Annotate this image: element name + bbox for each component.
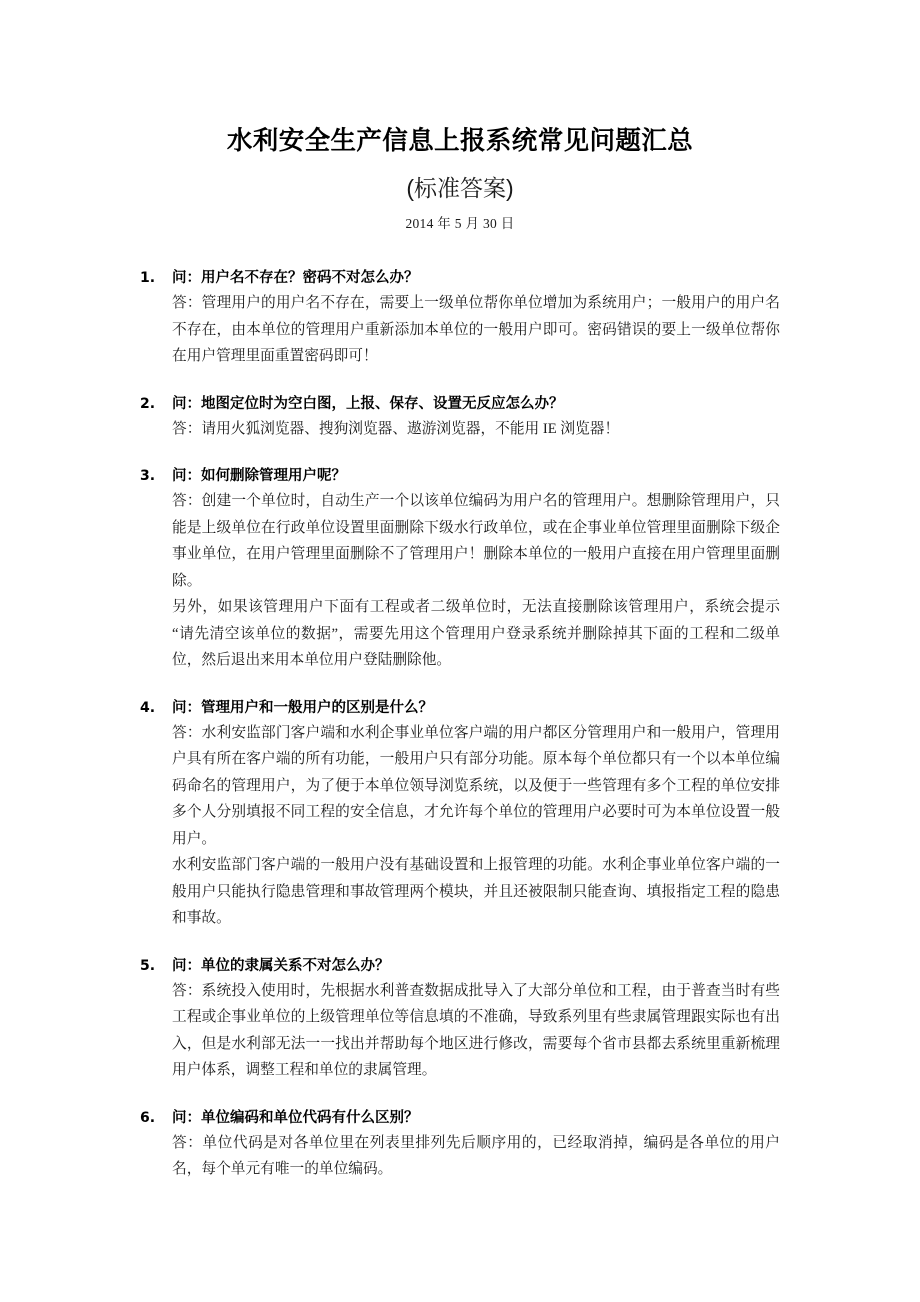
faq-item <box>140 696 780 932</box>
faq-answer: 答：系统投入使用时，先根据水利普查数据成批导入了大部分单位和工程，由于普查当时有些工程或企事业单位的上级管理单位等信息填的不准确，导致系列里有些隶属管理跟实际也有出入，但是水利部无法一一找出并帮助每个地区进行修改，需要每个省市县都去系统里重新梳理用户体系，调整工程和单位的隶属管理。 <box>172 982 780 1079</box>
document-date: 2014 年 5 月 30 日 <box>405 215 515 231</box>
faq-answer: 答：请用火狐浏览器、搜狗浏览器、遨游浏览器，不能用 IE 浏览器！ <box>172 420 620 437</box>
faq-answer: 水利安监部门客户端的一般用户没有基础设置和上报管理的功能。水利企事业单位客户端的一般用户只能执行隐患管理和事故管理两个模块，并且还被限制只能查询、填报指定工程的隐患和事故。 <box>172 857 780 927</box>
faq-item <box>140 1106 780 1183</box>
faq-item <box>140 266 780 370</box>
faq-item <box>140 954 780 1084</box>
document-title: 水利安全生产信息上报系统常见问题汇总 <box>226 126 694 156</box>
faq-number: 3. <box>140 468 156 485</box>
faq-question: 问：管理用户和一般用户的区别是什么？ <box>172 699 433 716</box>
document-subtitle: (标准答案) <box>406 174 514 201</box>
faq-answer: 答：创建一个单位时，自动生产一个以该单位编码为用户名的管理用户。想删除管理用户，只能是上级单位在行政单位设置里面删除下级水行政单位，或在企事业单位管理里面删除下级企事业单位，在用户管理里面删除不了管理用户！删除本单位的一般用户直接在用户管理里面删除。 <box>172 493 780 589</box>
faq-question: 问：用户名不存在？密码不对怎么办？ <box>172 270 419 287</box>
title-block <box>140 0 780 232</box>
faq-number: 5. <box>140 957 156 974</box>
faq-item <box>140 464 780 674</box>
faq-number: 4. <box>140 699 156 716</box>
document-content <box>140 0 780 1183</box>
faq-answer: 答：管理用户的用户名不存在，需要上一级单位帮你单位增加为系统用户；一般用户的用户名不存在，由本单位的管理用户重新添加本单位的一般用户即可。密码错误的要上一级单位帮你在用户管理里面重置密码即可！ <box>172 295 780 365</box>
faq-item <box>140 392 780 443</box>
faq-number: 2. <box>140 395 156 412</box>
faq-number: 1. <box>140 270 156 287</box>
faq-list <box>140 266 780 1183</box>
faq-question: 问：如何删除管理用户呢？ <box>172 468 346 485</box>
faq-question: 问：单位的隶属关系不对怎么办？ <box>172 957 390 974</box>
faq-question: 问：单位编码和单位代码有什么区别？ <box>172 1109 419 1126</box>
faq-question: 问：地图定位时为空白图，上报、保存、设置无反应怎么办？ <box>172 395 564 412</box>
faq-answer: 另外，如果该管理用户下面有工程或者二级单位时，无法直接删除该管理用户，系统会提示“请先清空该单位的数据”，需要先用这个管理用户登录系统并删除掉其下面的工程和二级单位，然后退出来用本单位用户登陆删除他。 <box>172 599 780 669</box>
faq-answer: 答：单位代码是对各单位里在列表里排列先后顺序用的，已经取消掉，编码是各单位的用户名，每个单元有唯一的单位编码。 <box>172 1134 780 1178</box>
faq-number: 6. <box>140 1109 156 1126</box>
faq-answer: 答：水利安监部门客户端和水利企事业单位客户端的用户都区分管理用户和一般用户，管理用户具有所在客户端的所有功能，一般用户只有部分功能。原本每个单位都只有一个以本单位编码命名的管理用户，为了便于本单位领导浏览系统，以及便于一些管理有多个工程的单位安排多个人分别填报不同工程的安全信息，才允许每个单位的管理用户必要时可为本单位设置一般用户。 <box>172 724 780 847</box>
